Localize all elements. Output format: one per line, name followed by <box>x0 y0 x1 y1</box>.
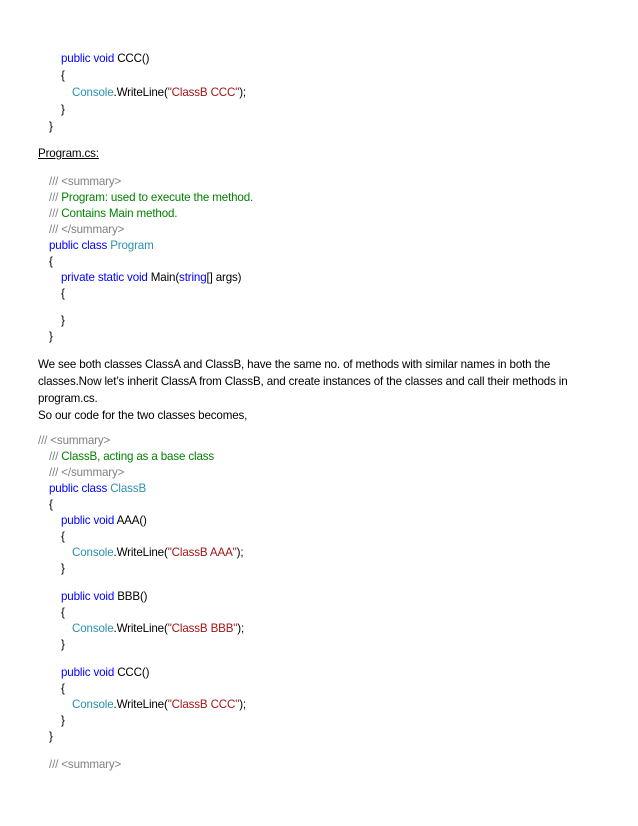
statement-end: ); <box>237 622 245 635</box>
code-line <box>61 50 149 67</box>
method-params: [] args) <box>206 271 242 284</box>
method-name: AAA() <box>116 514 147 527</box>
code-line <box>49 756 121 773</box>
method-call: .WriteLine( <box>113 698 168 711</box>
keyword: public class <box>49 239 111 252</box>
code-line: } <box>49 330 53 343</box>
code-line <box>61 269 241 286</box>
code-line <box>72 620 244 637</box>
class-name: Program <box>110 239 154 252</box>
doc-comment-marker: /// <box>49 758 62 771</box>
section-heading: Program.cs: <box>38 147 99 160</box>
statement-end: ); <box>239 698 246 711</box>
doc-comment-marker: /// <box>49 466 62 479</box>
keyword: public void <box>61 52 118 65</box>
code-line: } <box>61 103 65 116</box>
code-line <box>38 432 110 449</box>
class-name: ClassB <box>110 482 147 495</box>
doc-comment-tag: </summary> <box>61 466 125 479</box>
code-line: { <box>61 69 65 82</box>
doc-comment-marker: /// <box>38 434 51 447</box>
code-line: } <box>49 120 53 133</box>
doc-comment-tag: <summary> <box>61 758 122 771</box>
string-literal: "ClassB AAA" <box>167 546 237 559</box>
keyword: public void <box>61 590 118 603</box>
code-line: } <box>61 714 65 727</box>
code-line <box>49 221 124 238</box>
code-line: } <box>61 638 65 651</box>
method-call: .WriteLine( <box>113 86 168 99</box>
doc-comment-tag: </summary> <box>61 223 125 236</box>
code-line <box>49 189 253 206</box>
method-name: Main( <box>150 271 180 284</box>
doc-comment-tag: <summary> <box>61 175 122 188</box>
code-line: { <box>61 682 65 695</box>
code-line: { <box>61 530 65 543</box>
doc-comment-tag: <summary> <box>50 434 111 447</box>
method-name: CCC() <box>117 666 150 679</box>
type-name: Console <box>72 622 114 635</box>
paragraph-line: So our code for the two classes becomes, <box>38 409 248 422</box>
code-line <box>61 512 147 529</box>
paragraph-line: program.cs. <box>38 392 98 405</box>
doc-comment-marker: /// <box>49 207 62 220</box>
method-call: .WriteLine( <box>113 546 168 559</box>
type-name: Console <box>72 698 114 711</box>
keyword: string <box>179 271 207 284</box>
keyword: public class <box>49 482 111 495</box>
doc-comment-text: Program: used to execute the method. <box>61 191 254 204</box>
code-line <box>61 664 149 681</box>
code-line: } <box>61 562 65 575</box>
code-line <box>49 237 154 254</box>
doc-comment-marker: /// <box>49 175 62 188</box>
doc-comment-text: Contains Main method. <box>61 207 178 220</box>
doc-comment-text: ClassB, acting as a base class <box>61 450 215 463</box>
statement-end: ); <box>239 86 246 99</box>
method-name: CCC() <box>117 52 150 65</box>
paragraph-line: We see both classes ClassA and ClassB, have the same no. of methods with similar names in both the <box>38 358 551 371</box>
code-line: } <box>49 730 53 743</box>
keyword: public void <box>61 666 118 679</box>
string-literal: "ClassB CCC" <box>167 698 240 711</box>
doc-comment-marker: /// <box>49 191 62 204</box>
type-name: Console <box>72 86 114 99</box>
body-paragraph <box>38 356 598 424</box>
code-line <box>72 544 243 561</box>
type-name: Console <box>72 546 114 559</box>
keyword: private static void <box>61 271 151 284</box>
code-line: { <box>49 255 53 268</box>
string-literal: "ClassB BBB" <box>167 622 238 635</box>
code-line: { <box>61 287 65 300</box>
code-line <box>49 480 146 497</box>
keyword: public void <box>61 514 117 527</box>
code-line <box>49 205 177 222</box>
code-line: { <box>61 606 65 619</box>
doc-comment-marker: /// <box>49 450 62 463</box>
code-line <box>49 464 124 481</box>
code-line <box>61 588 147 605</box>
code-line <box>49 448 214 465</box>
string-literal: "ClassB CCC" <box>167 86 240 99</box>
code-line: { <box>49 498 53 511</box>
code-line <box>72 84 246 101</box>
method-name: BBB() <box>117 590 148 603</box>
doc-comment-marker: /// <box>49 223 62 236</box>
method-call: .WriteLine( <box>113 622 168 635</box>
code-line <box>72 696 246 713</box>
paragraph-line: classes.Now let’s inherit ClassA from ClassB, and create instances of the classes and call their methods in <box>38 375 568 388</box>
code-line: } <box>61 314 65 327</box>
code-line <box>49 173 121 190</box>
statement-end: ); <box>236 546 244 559</box>
